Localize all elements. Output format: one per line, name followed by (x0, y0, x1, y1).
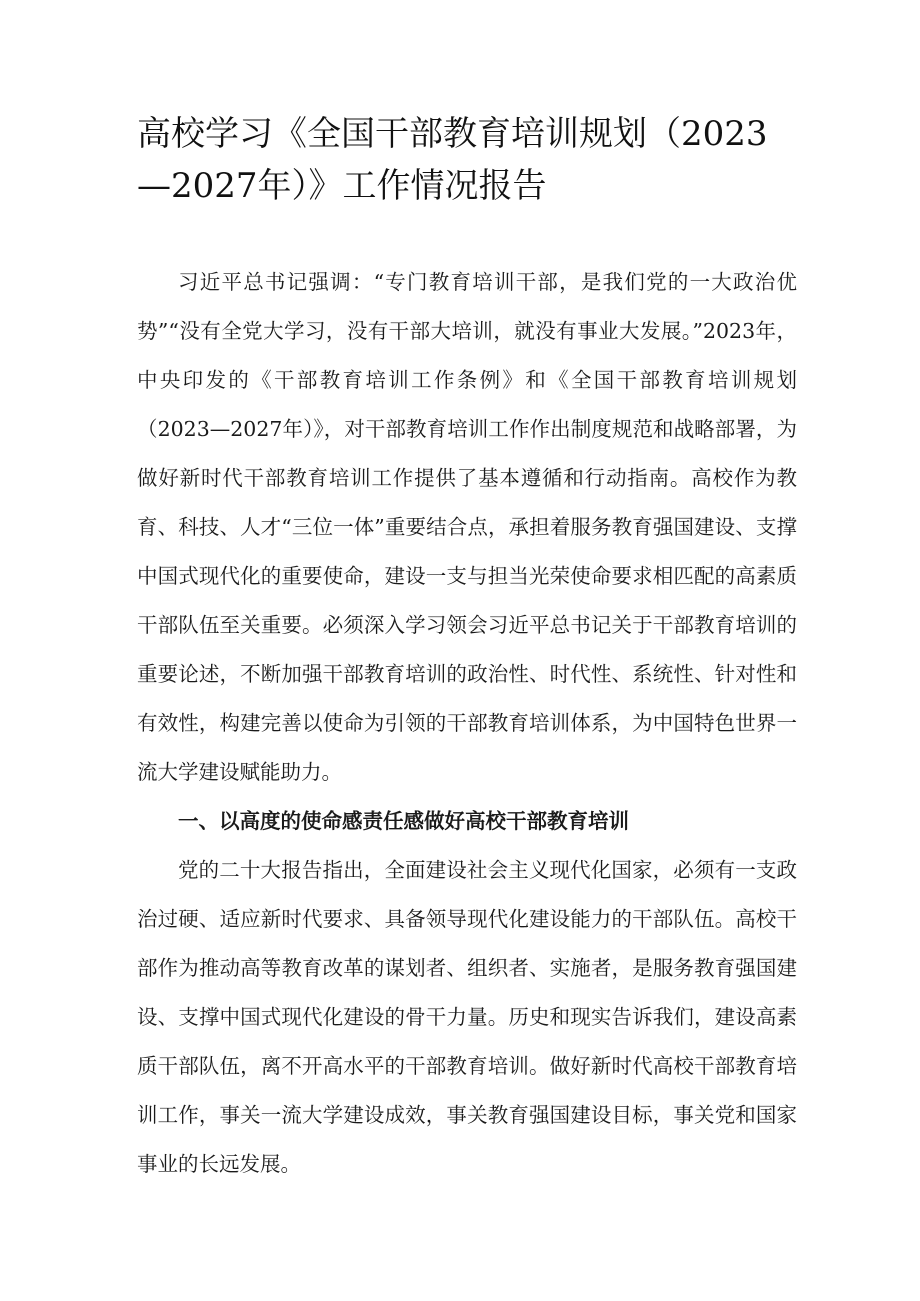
section-heading: 一、以高度的使命感责任感做好高校干部教育培训 (178, 809, 629, 833)
intro-paragraph: 习近平总书记强调：“专门教育培训干部，是我们党的一大政治优势”“没有全党大学习，没有干部大培训，就没有事业大发展。”2023年，中央印发的《干部教育培训工作条例》和《全国干部教育培训规划（2023—2027年）》，对干部教育培训工作作出制度规范和战略部署，为做好新时代干部教育培训工作提供了基本遵循和行动指南。高校作为教育、科技、人才“三位一体”重要结合点，承担着服务教育强国建设、支撑中国式现代化的重要使命，建设一支与担当光荣使命要求相匹配的高素质干部队伍至关重要。必须深入学习领会习近平总书记关于干部教育培训的重要论述，不断加强干部教育培训的政治性、时代性、系统性、针对性和有效性，构建完善以使命为引领的干部教育培训体系，为中国特色世界一流大学建设赋能助力。 (137, 270, 797, 784)
document-title: 高校学习《全国干部教育培训规划（2023—2027年）》工作情况报告 (137, 114, 768, 206)
document-body (137, 258, 797, 1189)
section-paragraph: 党的二十大报告指出，全面建设社会主义现代化国家，必须有一支政治过硬、适应新时代要求、具备领导现代化建设能力的干部队伍。高校干部作为推动高等教育改革的谋划者、组织者、实施者，是服务教育强国建设、支撑中国式现代化建设的骨干力量。历史和现实告诉我们，建设高素质干部队伍，离不开高水平的干部教育培训。做好新时代高校干部教育培训工作，事关一流大学建设成效，事关教育强国建设目标，事关党和国家事业的长远发展。 (137, 858, 797, 1176)
